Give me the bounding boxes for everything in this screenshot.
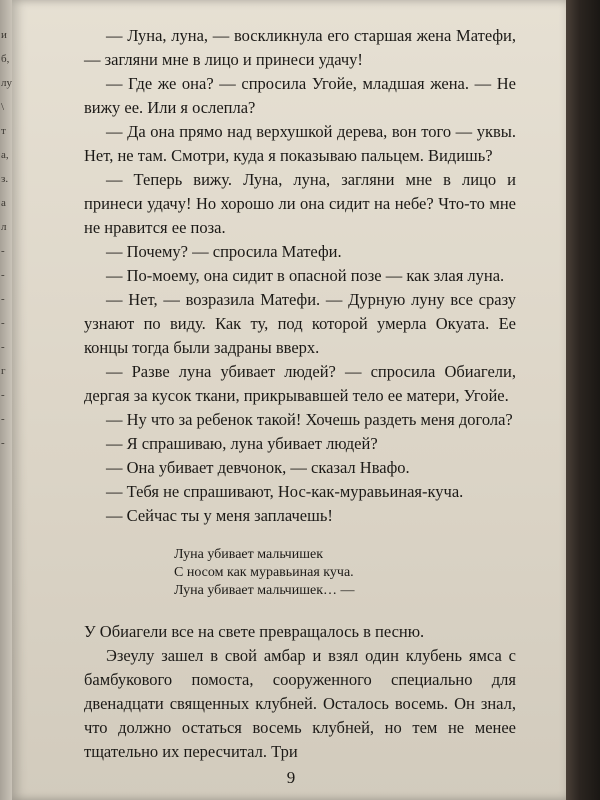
prev-page-fragment: а: [1, 197, 6, 209]
paragraph: У Обиагели все на свете превращалось в песню.: [84, 622, 425, 641]
previous-page-edge: [0, 0, 12, 800]
prev-page-fragment: -: [1, 437, 5, 449]
prev-page-fragment: -: [1, 245, 5, 257]
paragraph: — Да она прямо над верхушкой дерева, вон того — уквы. Нет, не там. Смотри, куда я показываю пальцем. Видишь?: [84, 122, 516, 165]
prev-page-fragment: а,: [1, 149, 9, 161]
prev-page-fragment: \: [1, 101, 5, 113]
prev-page-fragment: -: [1, 293, 5, 305]
paragraph: — Теперь вижу. Луна, луна, загляни мне в лицо и принеси удачу! Но хорошо ли она сидит на небе? Что-то мне не нравится ее поза.: [84, 170, 516, 237]
prev-page-fragment: г: [1, 365, 6, 377]
prev-page-fragment: з.: [1, 173, 9, 185]
poem-line: С носом как муравьиная куча.: [174, 565, 354, 580]
poem-line: Луна убивает мальчишек… —: [174, 583, 355, 598]
prev-page-fragment: л: [1, 221, 7, 233]
prev-page-fragment: -: [1, 269, 5, 281]
paragraph: Эзеулу зашел в свой амбар и взял один клубень ямса с бамбукового помоста, сооруженного специально для двенадцати священных клубней. Осталось восемь. Он знал, что должно остаться восемь клубней, но тем не менее тщательно их пересчитал. Три: [84, 646, 516, 761]
prev-page-fragment: б,: [1, 53, 10, 65]
prev-page-fragment: -: [1, 413, 5, 425]
paragraph: — По-моему, она сидит в опасной позе — как злая луна.: [106, 266, 505, 285]
paragraph: — Разве луна убивает людей? — спросила Обиагели, дергая за кусок ткани, прикрывавшей тело ее матери, Угойе.: [84, 362, 516, 405]
page-text: [84, 24, 516, 764]
book-page: [12, 0, 570, 800]
paragraph: — Она убивает девчонок, — сказал Нвафо.: [106, 458, 410, 477]
paragraph: — Сейчас ты у меня заплачешь!: [106, 506, 333, 525]
paragraph: — Нет, — возразила Матефи. — Дурную луну все сразу узнают по виду. Как ту, под которой умерла Окуата. Ее концы тогда были задраны вверх.: [84, 290, 516, 357]
prev-page-fragment: -: [1, 341, 5, 353]
paragraph: — Ну что за ребенок такой! Хочешь раздеть меня догола?: [106, 410, 513, 429]
paragraph: — Я спрашиваю, луна убивает людей?: [106, 434, 378, 453]
poem-verse: [84, 546, 516, 600]
page-number: 9: [286, 768, 296, 787]
paragraph: — Где же она? — спросила Угойе, младшая жена. — Не вижу ее. Или я ослепла?: [84, 74, 516, 117]
paragraph: — Луна, луна, — воскликнула его старшая жена Матефи, — загляни мне в лицо и принеси удачу!: [84, 26, 516, 69]
prev-page-fragment: -: [1, 317, 5, 329]
paragraph: — Почему? — спросила Матефи.: [106, 242, 342, 261]
prev-page-fragment: и: [1, 29, 7, 41]
book-binding-shadow: [566, 0, 600, 800]
poem-line: Луна убивает мальчишек: [174, 547, 323, 562]
paragraph: — Тебя не спрашивают, Нос-как-муравьиная-куча.: [106, 482, 464, 501]
prev-page-fragment: -: [1, 389, 5, 401]
prev-page-fragment: т: [1, 125, 6, 137]
prev-page-fragment: лу: [1, 77, 12, 89]
